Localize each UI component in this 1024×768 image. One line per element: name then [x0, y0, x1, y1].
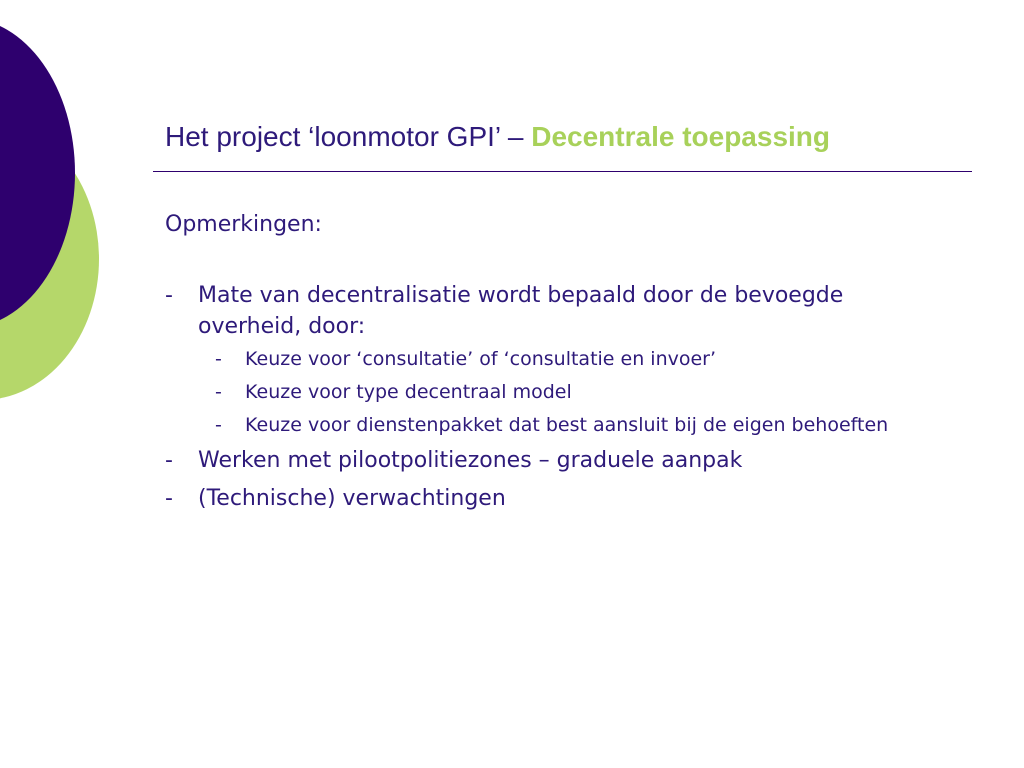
bullet-text: (Technische) verwachtingen [198, 486, 506, 511]
bullet-item [165, 280, 965, 342]
title-divider [153, 171, 972, 172]
title-accent: Decentrale toepassing [531, 121, 831, 152]
bullet-marker: - [215, 348, 222, 370]
bullet-item [165, 445, 965, 476]
slide-title [165, 119, 830, 155]
bullet-marker: - [165, 448, 173, 473]
sub-bullet-item [215, 346, 965, 372]
bullet-item [165, 483, 965, 514]
bullet-text: Werken met pilootpolitiezones – graduele aanpak [198, 448, 743, 473]
intro-text: Opmerkingen: [165, 212, 322, 237]
sub-bullet-item [215, 379, 965, 405]
slide-body [165, 208, 965, 514]
bullet-marker: - [165, 486, 173, 511]
bullet-marker: - [215, 381, 222, 403]
sub-bullet-item [215, 412, 965, 438]
title-main: Het project ‘loonmotor GPI’ – [165, 121, 532, 152]
bullet-marker: - [215, 414, 222, 436]
bullet-text: Mate van decentralisatie wordt bepaald door de bevoegde overheid, door: [198, 283, 844, 339]
sub-bullet-text: Keuze voor type decentraal model [245, 381, 572, 403]
sub-bullet-text: Keuze voor ‘consultatie’ of ‘consultatie en invoer’ [245, 348, 717, 370]
sub-bullet-text: Keuze voor dienstenpakket dat best aansluit bij de eigen behoeften [245, 414, 889, 436]
bullet-marker: - [165, 283, 173, 308]
